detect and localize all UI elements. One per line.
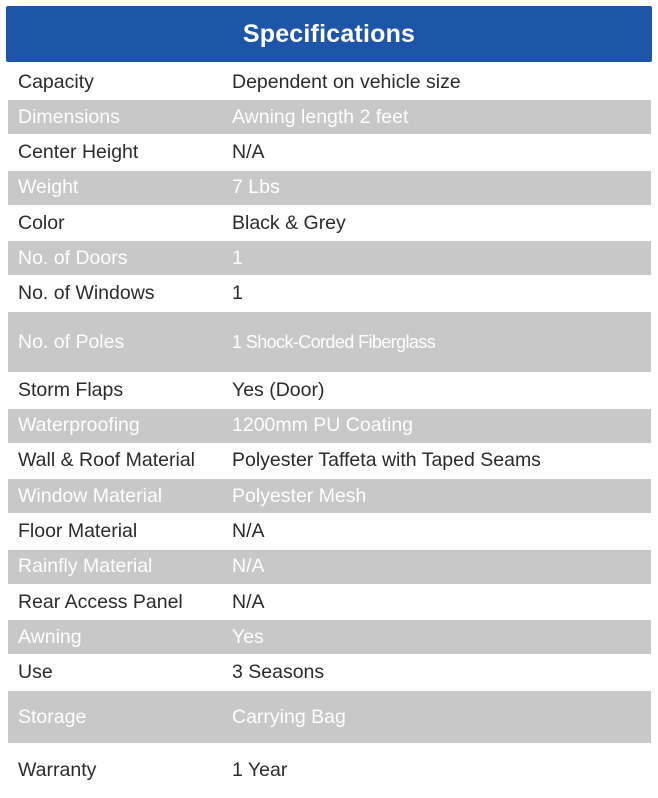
spec-label: Window Material: [18, 484, 163, 507]
spec-label: Awning: [18, 625, 82, 648]
spec-row-wall-roof-material: [8, 444, 651, 478]
specifications-table: [8, 65, 651, 798]
spec-value: Awning length 2 feet: [232, 105, 409, 128]
spec-value: Carrying Bag: [232, 705, 346, 728]
spec-label: No. of Windows: [18, 282, 155, 305]
spec-value: 7 Lbs: [232, 176, 280, 199]
page-title: Specifications: [242, 19, 416, 48]
spec-value: 1200mm PU Coating: [232, 414, 414, 437]
spec-row-dimensions: [8, 100, 651, 134]
spec-value: N/A: [232, 555, 265, 578]
spec-label: Dimensions: [18, 105, 120, 128]
spec-label: Use: [18, 661, 53, 684]
spec-row-poles: [8, 312, 651, 372]
spec-label: Rainfly Material: [18, 555, 153, 578]
spec-label: Storage: [18, 705, 87, 728]
spec-label: No. of Poles: [18, 330, 125, 353]
spec-row-storm-flaps: [8, 373, 651, 407]
spec-row-windows: [8, 277, 651, 311]
spec-row-window-material: [8, 479, 651, 513]
spec-label: Capacity: [18, 70, 94, 93]
spec-row-doors: [8, 241, 651, 275]
spec-value: 1: [232, 246, 243, 269]
spec-row-awning: [8, 620, 651, 654]
spec-label: Rear Access Panel: [18, 590, 183, 613]
spec-row-waterproofing: [8, 409, 651, 443]
spec-value: Yes (Door): [232, 378, 325, 401]
spec-row-weight: [8, 171, 651, 205]
spec-label: Storm Flaps: [18, 378, 124, 401]
spec-value: N/A: [232, 520, 265, 543]
spec-label: Center Height: [18, 141, 139, 164]
spec-value: N/A: [232, 590, 265, 613]
spec-value: Dependent on vehicle size: [232, 70, 461, 93]
spec-row-color: [8, 206, 651, 240]
spec-value: 1 Shock-Corded Fiberglass: [232, 331, 436, 352]
spec-label: Waterproofing: [18, 414, 140, 437]
spec-label: Floor Material: [18, 520, 138, 543]
spec-value: Black & Grey: [232, 211, 346, 234]
specifications-header: [6, 6, 652, 62]
spec-row-storage: [8, 691, 651, 743]
spec-value: Polyester Mesh: [232, 484, 367, 507]
spec-label: Weight: [18, 176, 79, 199]
spec-row-floor-material: [8, 515, 651, 549]
spec-value: 1: [232, 282, 243, 305]
spec-row-use: [8, 656, 651, 690]
spec-label: Wall & Roof Material: [18, 449, 195, 472]
spec-value: 1 Year: [232, 758, 288, 781]
spec-row-warranty: [8, 744, 651, 796]
spec-label: No. of Doors: [18, 246, 128, 269]
spec-row-rainfly-material: [8, 550, 651, 584]
spec-value: N/A: [232, 141, 265, 164]
spec-row-capacity: [8, 65, 651, 99]
spec-row-rear-access-panel: [8, 585, 651, 619]
spec-value: Polyester Taffeta with Taped Seams: [232, 449, 541, 472]
spec-label: Color: [18, 211, 65, 234]
spec-row-center-height: [8, 136, 651, 170]
spec-value: Yes: [232, 625, 264, 648]
spec-label: Warranty: [18, 758, 97, 781]
spec-value: 3 Seasons: [232, 661, 325, 684]
